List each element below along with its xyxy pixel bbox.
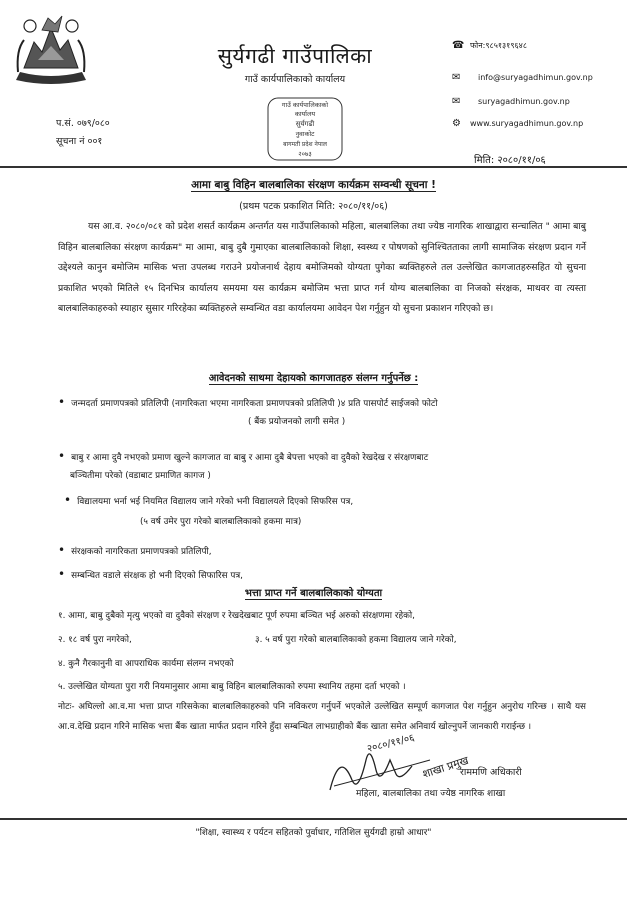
notice-body: यस आ.व. २०८०/०८१ को प्रदेश शसर्त कार्यक्रम अन्तर्गत यस गाउँपालिकाको महिला, बालबालिका तथा ज्येष्ठ नागरिक शाखाद्वारा सन्चालित " आमा बाबु विहिन बालबालिका संरक्षण कार्यक्रम" मा आमा, बाबु दुबै गुमाएका बालबालिकाको शिक्षा, स्वस्थ्य र पोषणको सुनिश्चितताका लागी सामाजिक संरक्षण प्रदान गर्ने उद्देश्यले कानुन बमोजिम मासिक भत्ता उपलब्ध गराउने प्रयोजनार्थ देहाय बमोजिमको योग्यता पुगेका ब्यक्तिहरुले तल उल्लेखित कागजातहरुसहित यो सुचना प्रकाशित भएको मितिले १५ दिनभित्र कार्यालय समयमा यस कार्यक्रम बमोजिम भत्ता प्राप्त गर्न योग्य बालबालिका वा निजको संरक्षक, माथवर वा त्यस्ता बालबालिकाहरुको स्याहार सुसार गरिरहेका ब्यक्तिहरुले सम्वन्धित वडा कार्यालयमा आवेदन पेश गर्नुहुन यो सुचना प्रकाशन गरिएको छ। <box>58 221 586 314</box>
document-item-3-sub: (५ वर्ष उमेर पुरा गरेको बालबालिकाको हकमा मात्र) <box>140 517 302 527</box>
handwritten-date: २०८०/११/०६ <box>366 732 416 755</box>
footer-motto: "शिक्षा, स्वास्थ्य र पर्यटन सहितको पुर्वाधार, गतिशिल सुर्यगढी हाम्रो आधार" <box>195 828 432 838</box>
notice-title: आमा बाबु विहिन बालबालिका संरक्षण कार्यक्रम सम्वन्धी सूचना ! <box>191 179 436 191</box>
bullet-icon: • <box>58 543 66 557</box>
stamp-line-2: कार्यालय <box>294 110 316 118</box>
skype-icon: ✉ <box>452 96 461 107</box>
nepal-emblem-logo <box>12 10 90 86</box>
eligibility-5: ५. उल्लेखित योग्यता पुरा गरी नियमानुसार आमा बाबु विहिन बालबालिकाको रुपमा स्थानिय तहमा दर्ता भएको । <box>58 682 406 692</box>
stamp-line-4: नुवाकोट <box>295 130 315 138</box>
document-item-2: • बाबु र आमा दुवै नभएको प्रमाण खुल्ने कागजात वा बाबु र आमा दुबै बेपत्ता भएको वा दुवैको रेखदेख र संरक्षणबाट <box>58 449 429 463</box>
contact-email[interactable]: ✉ info@suryagadhimun.gov.np <box>452 72 593 83</box>
stamp-line-3: सुर्यगढी <box>295 120 315 128</box>
document-item-5: • सम्बन्धित वडाले संरक्षक हो भनी दिएको सिफारिस पत्र, <box>58 567 243 581</box>
notice-date: मिति: २०८०/११/०६ <box>474 155 546 166</box>
notice-subtitle: (प्रथम पटक प्रकाशित मिति: २०८०/११/०६) <box>239 201 388 212</box>
bullet-icon: • <box>64 493 72 507</box>
bullet-icon: • <box>58 449 66 463</box>
handwritten-title: शाखा प्रमुख <box>420 753 471 781</box>
reference-number: प.सं. ०७९/०८० <box>56 118 110 129</box>
org-office: गाउँ कार्यपालिकाको कार्यालय <box>244 74 346 85</box>
bullet-icon: • <box>58 567 66 581</box>
stamp-line-6: २०७३ <box>298 150 312 158</box>
header-divider <box>0 166 627 168</box>
email-icon: ✉ <box>452 72 461 83</box>
contact-phone: ☎ फोन:९८५१३१९६४८ <box>452 40 527 51</box>
contact-website[interactable]: ⚙ www.suryagadhimun.gov.np <box>452 118 584 129</box>
bullet-icon: • <box>58 395 66 409</box>
eligibility-1: १. आमा, बाबु दुबैको मृत्यु भएको वा दुवैको संरक्षण र रेखदेखबाट पूर्ण रुपमा बञ्चित भई अरुको संरक्षणमा रहेको, <box>58 611 415 621</box>
globe-icon: ⚙ <box>452 118 461 129</box>
office-stamp <box>266 96 344 162</box>
documents-heading: आवेदनको साथमा देहायको कागजातहरु संलग्न गर्नुपर्नेछ : <box>208 373 419 384</box>
signatory-section: महिला, बालबालिका तथा ज्येष्ठ नागरिक शाखा <box>356 789 506 799</box>
document-item-4: • संरक्षकको नागरिकता प्रमाणपत्रको प्रतिलिपी, <box>58 543 212 557</box>
eligibility-4: ४. कुनै गैरकानुनी वा आपराधिक कार्यमा संलग्न नभएको <box>58 659 234 669</box>
suchana-number: सूचना नं ००१ <box>56 136 103 147</box>
signatory-name: राममणि अधिकारी <box>460 767 522 778</box>
footer-divider <box>0 818 627 820</box>
eligibility-heading: भत्ता प्राप्त गर्ने बालबालिकाको योग्यता <box>244 588 383 599</box>
stamp-line-1: गाउँ कार्यपालिकाको <box>281 101 329 109</box>
document-item-3: • विद्यालयमा भर्ना भई नियमित विद्यालय जाने गरेको भनी विद्यालयले दिएको सिफरिस पत्र, <box>64 493 354 507</box>
eligibility-2: २. १८ वर्ष पुरा नगरेको, <box>58 635 132 645</box>
org-name: सुर्यगढी गाउँपालिका <box>217 44 373 68</box>
eligibility-note: नोटः- अघिल्लो आ.व.मा भत्ता प्राप्त गरिसकेका बालबालिकाहरुको पनि नविकरण गर्नुपर्ने भएकोले उल्लेखित सम्पूर्ण कागजात पेश गर्नुहुन अनुरोध गरिन्छ । साथै यस आ.व.देखि प्रदान गरिने मासिक भत्ता बैंक खाता मार्फत प्रदान गरिने हुँदा सम्बन्धित लाभग्राहीको बैंक खाता समेत अनिवार्य खोल्नुपर्ने जानकारी गराईन्छ । <box>58 702 586 732</box>
eligibility-3: ३. ५ वर्ष पुरा गरेको बालबालिकाको हकमा विद्यालय जाने गरेको, <box>255 635 457 645</box>
stamp-line-5: बागमती प्रदेश नेपाल <box>283 141 327 148</box>
phone-icon: ☎ <box>452 40 465 51</box>
document-item-1: • जन्मदर्ता प्रमाणपत्रको प्रतिलिपी (नागरिकता भएमा नागरिकता प्रमाणपत्रको प्रतिलिपी )४ प्रति पासपोर्ट साईजको फोटो <box>58 395 438 409</box>
contact-skype[interactable]: ✉ suryagadhimun.gov.np <box>452 96 570 107</box>
document-item-2-sub: बञ्चितीमा परेको (वडाबाट प्रमाणित कागज ) <box>70 471 211 481</box>
document-item-1-sub: ( बैंक प्रयोजनको लागी समेत ) <box>248 417 346 427</box>
